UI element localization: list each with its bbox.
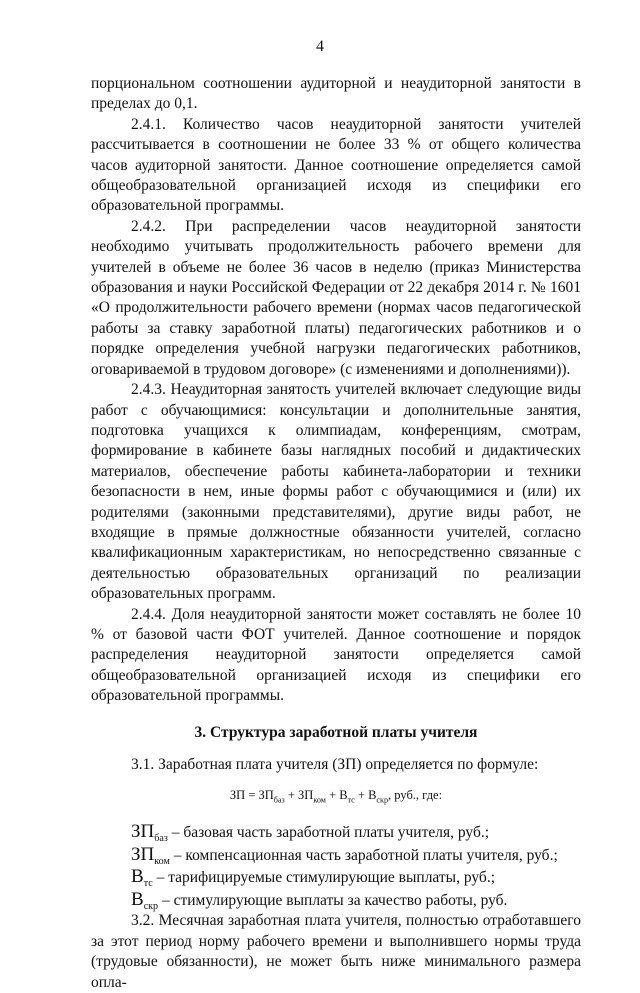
- formula-plus-comp: + ЗП: [284, 788, 314, 803]
- definition-symbol: ЗП: [131, 821, 155, 843]
- definition-text: – стимулирующие выплаты за качество работы, руб.: [158, 891, 508, 909]
- formula-sub-base: баз: [273, 795, 285, 805]
- formula-tail: , руб., где:: [388, 788, 443, 803]
- formula-plus-tariff: + В: [325, 788, 348, 803]
- definition-quality-bonus: [91, 889, 581, 912]
- definition-symbol: В: [131, 888, 144, 910]
- paragraph-2-4-2: 2.4.2. При распределении часов неаудиторной занятости необходимо учитывать продолжительность рабочего времени для учителей в объеме не более 36 часов в неделю (приказ Министерства образования и науки Российской Федерации от 22 декабря 2014 г. № 1601 «О продолжительности рабочего времени (нормах часов педагогической работы за ставку заработной платы) педагогических работников и о порядке определения учебной нагрузки педагогических работников, оговариваемой в трудовом договоре» (с изменениями и дополнениями)).: [91, 217, 581, 378]
- section-heading: 3. Структура заработной платы учителя: [194, 723, 478, 741]
- paragraph-2-4-1: 2.4.1. Количество часов неаудиторной занятости учителей рассчитывается в соотношении не более 33 % от общего количества часов аудиторной занятости. Данное соотношение определяется самой общеобразовательной организацией исходя из специфики его образовательной программы.: [91, 115, 581, 215]
- salary-formula: [91, 785, 581, 805]
- definition-subscript: ком: [154, 856, 170, 867]
- formula-sub-comp: ком: [313, 795, 326, 805]
- definition-text: – компенсационная часть заработной платы учителя, руб.;: [169, 846, 558, 864]
- definition-base: [91, 821, 581, 844]
- definition-symbol: ЗП: [131, 843, 155, 865]
- definition-subscript: скр: [143, 901, 159, 912]
- paragraph-3-1: 3.1. Заработная плата учителя (ЗП) определяется по формуле:: [131, 756, 539, 773]
- definition-tariff-bonus: [91, 866, 581, 889]
- paragraph-continuation: порциональном соотношении аудиторной и неаудиторной занятости в пределах до 0,1.: [91, 75, 581, 113]
- definitions-list: [91, 821, 581, 911]
- definition-subscript: баз: [154, 833, 168, 845]
- paragraph-2-4-4: 2.4.4. Доля неаудиторной занятости может составлять не более 10 % от базовой части ФОТ учителей. Данное соотношение и порядок распределения неаудиторной занятости определяется самой общеобразовательной организацией исходя из специфики его образовательной программы.: [91, 605, 581, 705]
- definition-text: – базовая часть заработной платы учителя, руб.;: [167, 824, 490, 842]
- paragraph-3-2: 3.2. Месячная заработная плата учителя, полностью отработавшего за этот период норму рабочего времени и выполнившего нормы труда (трудовые обязанности), не может быть ниже минимального размера опла-: [91, 912, 581, 991]
- formula-plus-quality: + В: [354, 788, 377, 803]
- definition-symbol: В: [131, 866, 144, 888]
- formula-lhs: ЗП = ЗП: [229, 788, 274, 803]
- formula-sub-tariff: тс: [347, 795, 355, 805]
- definition-text: – тарифицируемые стимулирующие выплаты, руб.;: [152, 869, 496, 887]
- document-body: [91, 74, 581, 993]
- paragraph-2-4-3: 2.4.3. Неаудиторная занятость учителей включает следующие виды работ с обучающимися: консультации и дополнительные занятия, подготовка учащихся к олимпиадам, конференциям, смотрам, формирование в кабинете базы наглядных пособий и дидактических материалов, обеспечение работы кабинета-лаборатории и техники безопасности в нем, иные формы работ с обучающимися и (или) их родителями (законными представителями), другие виды работ, не входящие в прямые должностные обязанности учителей, согласно квалификационным характеристикам, но непосредственно связанные с деятельностью образовательных организаций по реализации образовательных программ.: [91, 381, 581, 603]
- definition-subscript: тс: [143, 878, 153, 890]
- page-number: 4: [316, 38, 324, 55]
- definition-compensation: [91, 844, 581, 867]
- formula-sub-quality: скр: [376, 795, 389, 805]
